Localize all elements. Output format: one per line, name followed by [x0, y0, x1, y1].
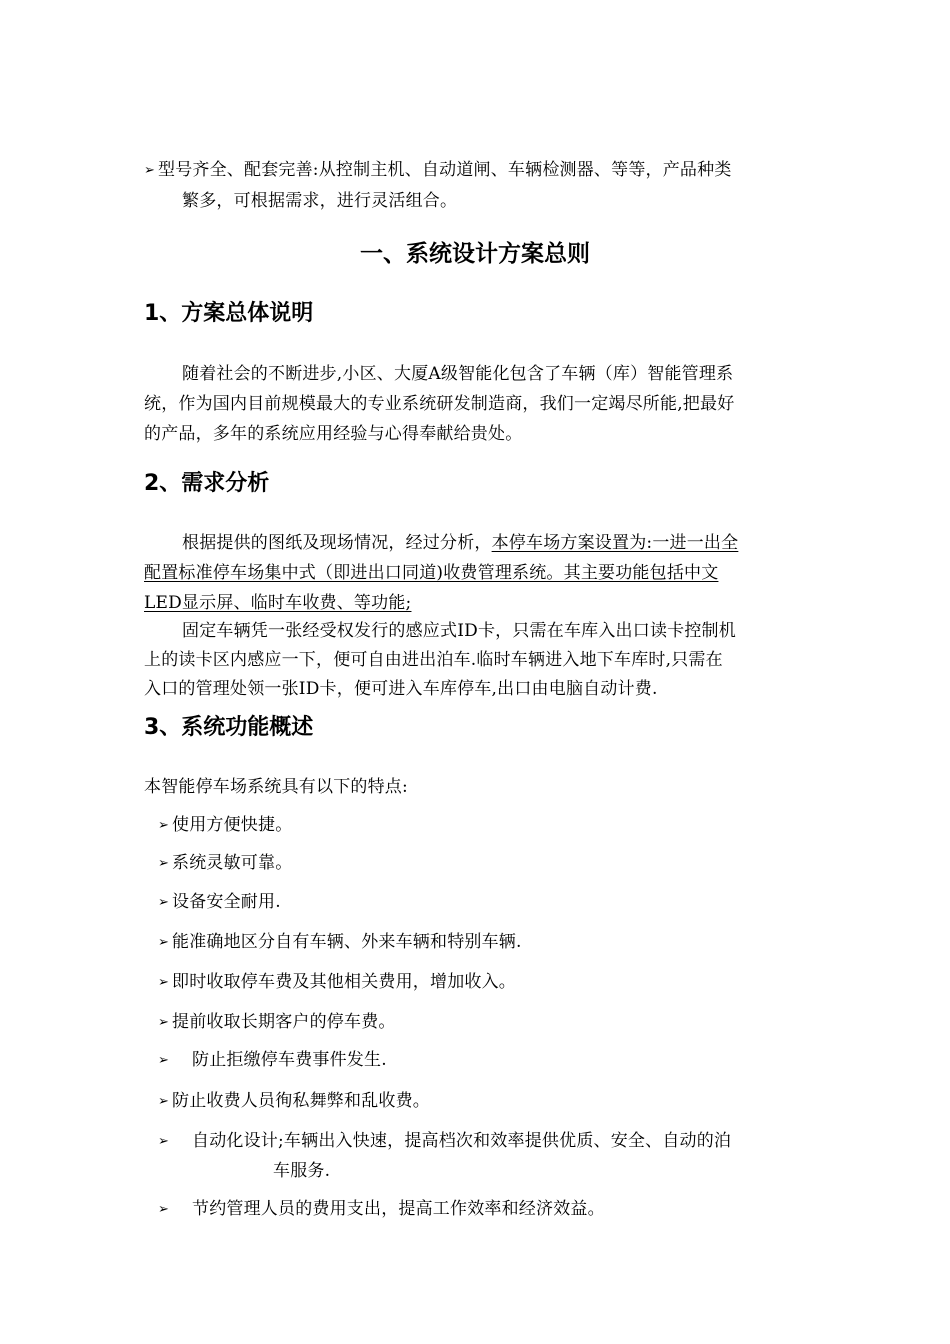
feature-item: ➢ 使用方便快捷。 [158, 815, 293, 835]
feature-item-continuation: 车服务. [273, 1161, 331, 1181]
feature-item: ➢ 系统灵敏可靠。 [158, 853, 293, 873]
section-2-p1-line-3: LED显示屏、临时车收费、等功能; [144, 593, 412, 613]
section-2-p1-plain: 根据提供的图纸及现场情况，经过分析， [182, 533, 492, 553]
feature-item: ➢ 防止拒缴停车费事件发生. [158, 1050, 387, 1070]
section-3-heading: 3、系统功能概述 [144, 715, 314, 740]
feature-item: ➢ 即时收取停车费及其他相关费用，增加收入。 [158, 972, 516, 992]
intro-bullet-line-1 [144, 160, 732, 181]
arrow-bullet-icon: ➢ [158, 935, 170, 950]
arrow-bullet-icon: ➢ [158, 1094, 170, 1109]
arrow-bullet-icon: ➢ [158, 818, 170, 833]
feature-item: ➢ 设备安全耐用. [158, 892, 281, 912]
intro-bullet-line-2: 繁多，可根据需求，进行灵活组合。 [182, 191, 458, 211]
arrow-bullet-icon: ➢ [158, 1053, 170, 1068]
arrow-bullet-icon: ➢ [158, 1134, 170, 1149]
feature-item: ➢ 提前收取长期客户的停车费。 [158, 1012, 396, 1032]
feature-item: ➢ 自动化设计;车辆出入快速，提高档次和效率提供优质、安全、自动的泊 [158, 1131, 732, 1151]
section-2-p2-line-3: 入口的管理处领一张ID卡，便可进入车库停车,出口由电脑自动计费. [144, 679, 658, 699]
feature-item: ➢ 节约管理人员的费用支出，提高工作效率和经济效益。 [158, 1199, 605, 1219]
arrow-bullet-icon: ➢ [144, 163, 156, 178]
section-2-p2-line-2: 上的读卡区内感应一下，便可自由进出泊车.临时车辆进入地下车库时,只需在 [144, 650, 723, 670]
intro-bullet-text-1: 型号齐全、配套完善:从控制主机、自动道闸、车辆检测器、等等，产品种类 [158, 160, 732, 180]
feature-item: ➢ 能准确地区分自有车辆、外来车辆和特别车辆. [158, 932, 522, 952]
page-title: 一、系统设计方案总则 [360, 241, 590, 267]
section-3-intro: 本智能停车场系统具有以下的特点: [144, 777, 408, 797]
arrow-bullet-icon: ➢ [158, 856, 170, 871]
section-2-p1-underlined-1: 本停车场方案设置为:一进一出全 [491, 533, 739, 553]
section-1-line-3: 的产品，多年的系统应用经验与心得奉献给贵处。 [144, 424, 523, 444]
arrow-bullet-icon: ➢ [158, 975, 170, 990]
arrow-bullet-icon: ➢ [158, 1202, 170, 1217]
section-2-p1-line-2: 配置标准停车场集中式（即进出口同道)收费管理系统。其主要功能包括中文 [144, 563, 719, 583]
section-2-heading: 2、需求分析 [144, 471, 270, 496]
arrow-bullet-icon: ➢ [158, 1015, 170, 1030]
section-2-p2-line-1: 固定车辆凭一张经受权发行的感应式ID卡，只需在车库入出口读卡控制机 [182, 621, 736, 641]
arrow-bullet-icon: ➢ [158, 895, 170, 910]
feature-item: ➢ 防止收费人员徇私舞弊和乱收费。 [158, 1091, 430, 1111]
section-1-line-1: 随着社会的不断进步,小区、大厦A级智能化包含了车辆（库）智能管理系 [182, 364, 734, 384]
section-1-heading: 1、方案总体说明 [144, 301, 314, 326]
section-2-p1-line-1 [182, 533, 738, 553]
section-1-line-2: 统，作为国内目前规模最大的专业系统研发制造商，我们一定竭尽所能,把最好 [144, 394, 735, 414]
